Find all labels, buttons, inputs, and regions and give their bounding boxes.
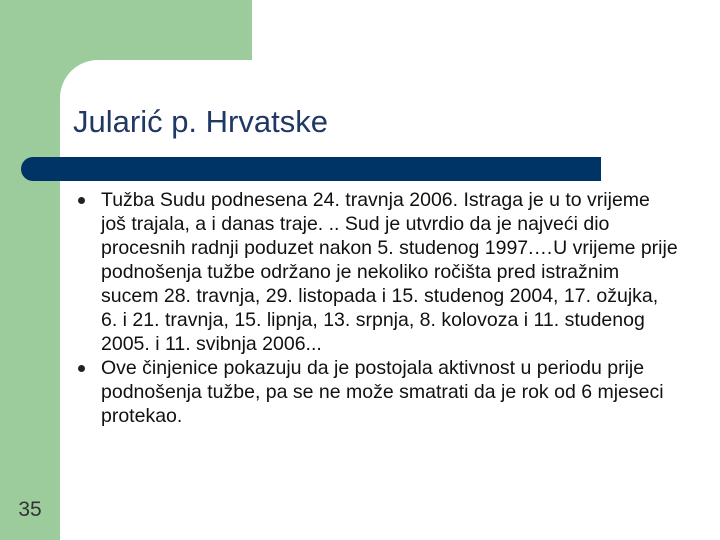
- bullet-list: [78, 188, 678, 428]
- bullet-item: [78, 188, 678, 356]
- bullet-dot-icon: [78, 365, 85, 372]
- green-frame-left: [0, 0, 60, 540]
- slide-title: Jularić p. Hrvatske: [73, 104, 328, 139]
- bullet-text: Tužba Sudu podnesena 24. travnja 2006. Istraga je u to vrijeme još trajala, a i danas traje. .. Sud je utvrdio da je najveći dio procesnih radnji poduzet nakon 5. studenog 1997.…U vrijeme prije podnošenja tužbe održano je nekoliko ročišta pred istražnim sucem 28. travnja, 29. listopada i 15. studenog 2004, 17. ožujka, 6. i 21. travnja, 15. lipnja, 13. srpnja, 8. kolovoza i 11. studenog 2005. i 11. svibnja 2006...: [101, 189, 678, 355]
- slide-number: 35: [18, 498, 42, 521]
- title-underline-bar: [21, 157, 601, 181]
- bullet-dot-icon: [78, 197, 85, 204]
- bullet-text: Ove činjenice pokazuju da je postojala aktivnost u periodu prije podnošenja tužbe, pa se ne može smatrati da je rok od 6 mjeseci protekao.: [101, 357, 664, 427]
- bullet-item: [78, 356, 678, 428]
